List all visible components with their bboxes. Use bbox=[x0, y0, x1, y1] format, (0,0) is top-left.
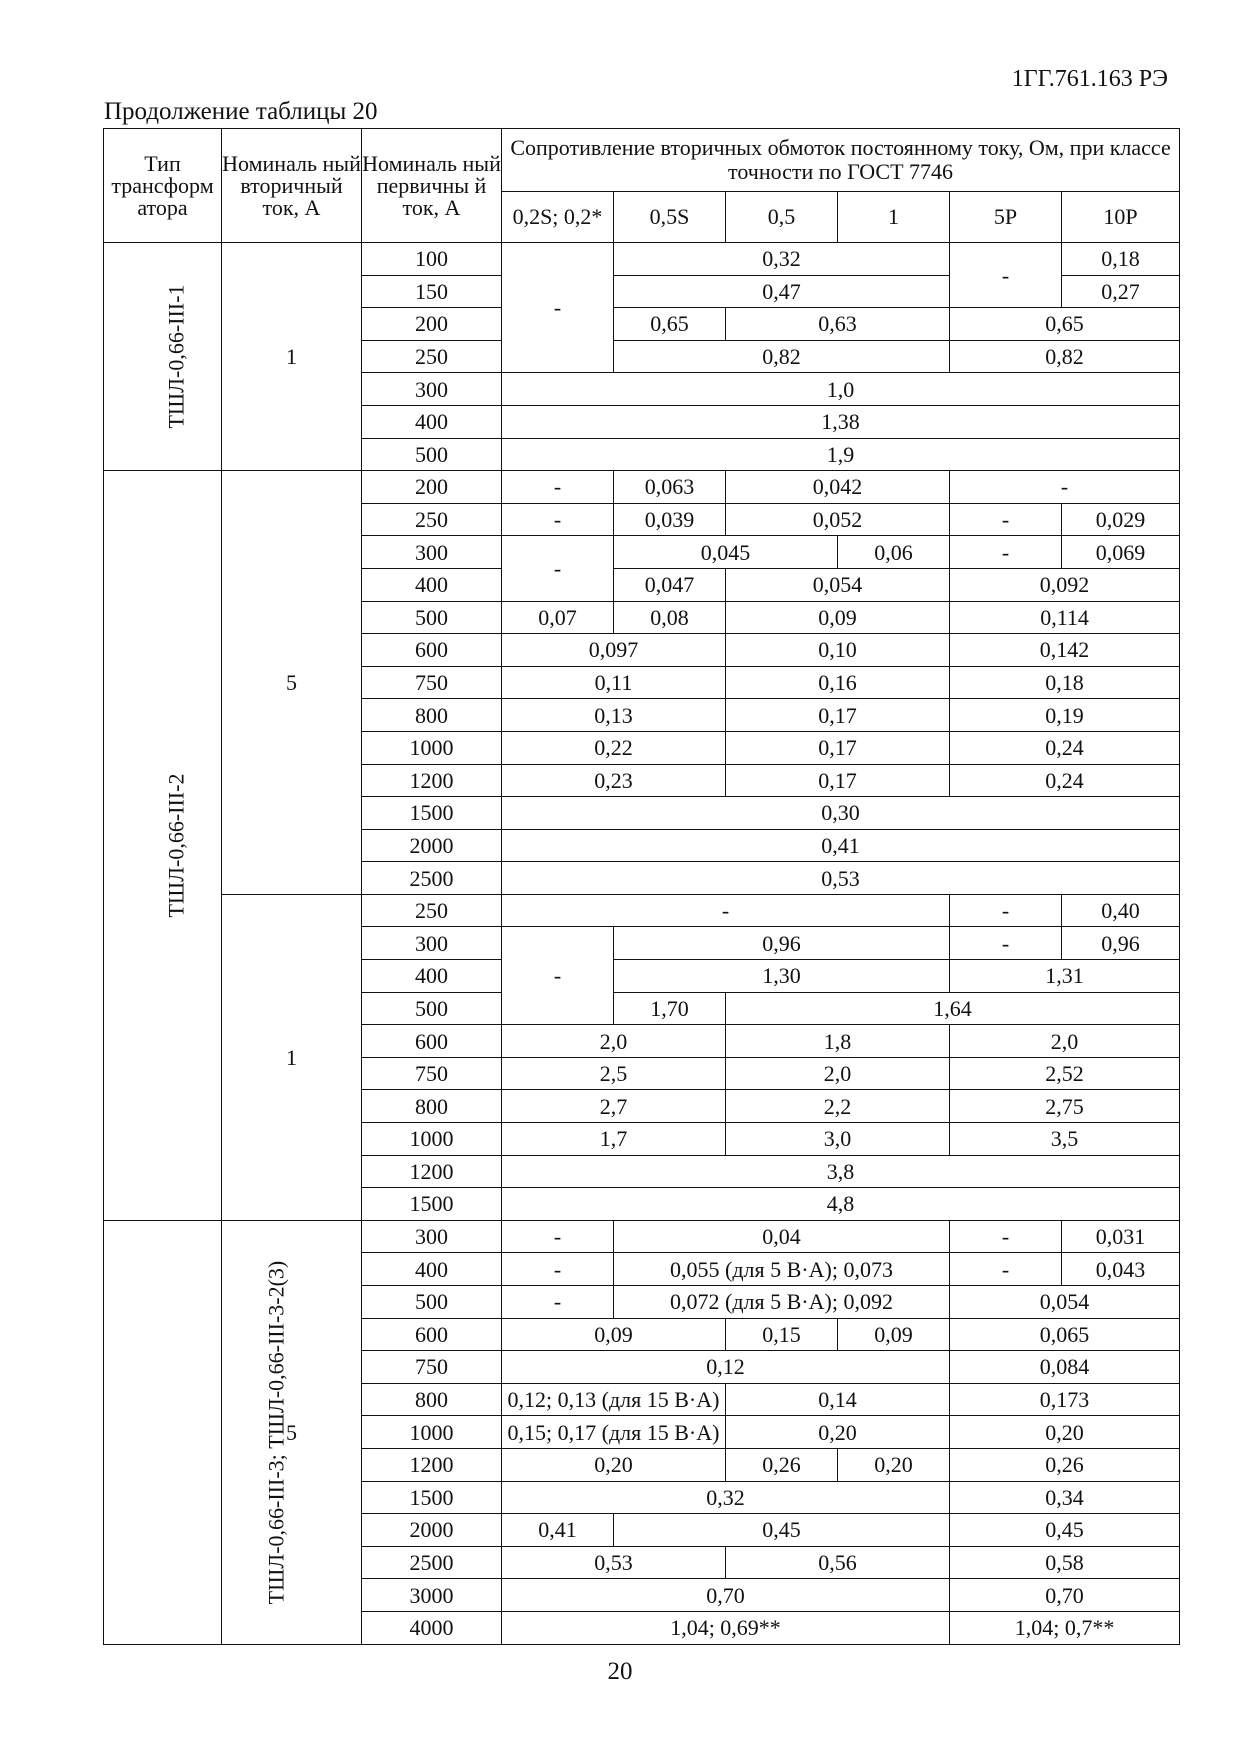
resistance-value-cell: 0,072 (для 5 В·А); 0,092 bbox=[614, 1286, 950, 1319]
primary-current-cell: 500 bbox=[362, 438, 502, 471]
secondary-current-cell: 5 bbox=[222, 1220, 362, 1644]
resistance-value-cell: 0,26 bbox=[726, 1448, 838, 1481]
primary-current-cell: 1500 bbox=[362, 797, 502, 830]
primary-current-cell: 2500 bbox=[362, 1546, 502, 1579]
primary-current-cell: 1200 bbox=[362, 764, 502, 797]
resistance-value-cell: - bbox=[950, 1220, 1062, 1253]
resistance-value-cell: 0,17 bbox=[726, 699, 950, 732]
primary-current-cell: 300 bbox=[362, 373, 502, 406]
resistance-value-cell: 1,30 bbox=[614, 960, 950, 993]
resistance-value-cell: 0,09 bbox=[838, 1318, 950, 1351]
resistance-value-cell: 0,06 bbox=[838, 536, 950, 569]
resistance-value-cell: 0,054 bbox=[726, 568, 950, 601]
header-resistance: Сопротивление вторичных обмоток постоянному току, Ом, при классе точности по ГОСТ 7746 bbox=[502, 129, 1180, 192]
resistance-value-cell: - bbox=[950, 536, 1062, 569]
primary-current-cell: 600 bbox=[362, 634, 502, 667]
primary-current-cell: 300 bbox=[362, 927, 502, 960]
resistance-value-cell: 0,045 bbox=[614, 536, 838, 569]
table-row bbox=[104, 243, 1180, 276]
resistance-value-cell: 0,22 bbox=[502, 731, 726, 764]
primary-current-cell: 300 bbox=[362, 536, 502, 569]
resistance-value-cell: 0,16 bbox=[726, 666, 950, 699]
resistance-value-cell: 0,092 bbox=[950, 568, 1180, 601]
resistance-value-cell: 0,15 bbox=[726, 1318, 838, 1351]
resistance-value-cell: - bbox=[950, 894, 1062, 927]
resistance-value-cell: 0,23 bbox=[502, 764, 726, 797]
primary-current-cell: 500 bbox=[362, 992, 502, 1025]
resistance-value-cell: 0,18 bbox=[1062, 243, 1180, 276]
primary-current-cell: 600 bbox=[362, 1318, 502, 1351]
resistance-value-cell: 0,114 bbox=[950, 601, 1180, 634]
primary-current-cell: 2000 bbox=[362, 1514, 502, 1547]
resistance-value-cell: 0,084 bbox=[950, 1351, 1180, 1384]
resistance-value-cell: 1,7 bbox=[502, 1123, 726, 1156]
resistance-value-cell: - bbox=[950, 503, 1062, 536]
resistance-value-cell: 0,40 bbox=[1062, 894, 1180, 927]
resistance-value-cell: - bbox=[950, 1253, 1062, 1286]
resistance-value-cell: 0,41 bbox=[502, 1514, 614, 1547]
transformer-type-cell bbox=[104, 471, 222, 1221]
resistance-value-cell: - bbox=[502, 1220, 614, 1253]
primary-current-cell: 750 bbox=[362, 1057, 502, 1090]
resistance-value-cell: 0,41 bbox=[502, 829, 1180, 862]
resistance-value-cell: 0,055 (для 5 В·А); 0,073 bbox=[614, 1253, 950, 1286]
transformer-type-label: ТШЛ-0,66-III-1 bbox=[163, 284, 189, 429]
resistance-value-cell: 0,53 bbox=[502, 862, 1180, 895]
primary-current-cell: 1000 bbox=[362, 731, 502, 764]
primary-current-cell: 200 bbox=[362, 471, 502, 504]
resistance-value-cell: 0,82 bbox=[614, 340, 950, 373]
primary-current-cell: 750 bbox=[362, 1351, 502, 1384]
resistance-value-cell: 3,8 bbox=[502, 1155, 1180, 1188]
resistance-value-cell: 0,031 bbox=[1062, 1220, 1180, 1253]
secondary-current-cell: 1 bbox=[222, 894, 362, 1220]
resistance-value-cell: - bbox=[950, 927, 1062, 960]
resistance-value-cell: 2,5 bbox=[502, 1057, 726, 1090]
primary-current-cell: 1200 bbox=[362, 1448, 502, 1481]
resistance-value-cell: 0,10 bbox=[726, 634, 950, 667]
table-row bbox=[104, 1220, 1180, 1253]
resistance-value-cell: 0,063 bbox=[614, 471, 726, 504]
resistance-value-cell: 0,63 bbox=[726, 308, 950, 341]
resistance-value-cell: - bbox=[950, 471, 1180, 504]
resistance-value-cell: 2,75 bbox=[950, 1090, 1180, 1123]
primary-current-cell: 2000 bbox=[362, 829, 502, 862]
resistance-value-cell: 0,53 bbox=[502, 1546, 726, 1579]
resistance-value-cell: 2,0 bbox=[950, 1025, 1180, 1058]
transformer-type-label: ТШЛ-0,66-III-3; ТШЛ-0,66-III-3-2(3) bbox=[263, 1260, 289, 1604]
resistance-value-cell: - bbox=[950, 243, 1062, 308]
header-class: 0,5S bbox=[614, 192, 726, 243]
resistance-value-cell: 0,12; 0,13 (для 15 В·А) bbox=[502, 1383, 726, 1416]
resistance-value-cell: 2,52 bbox=[950, 1057, 1180, 1090]
resistance-value-cell: 0,18 bbox=[950, 666, 1180, 699]
resistance-value-cell: 0,20 bbox=[502, 1448, 726, 1481]
resistance-value-cell: 1,04; 0,69** bbox=[502, 1611, 950, 1644]
resistance-value-cell: 3,5 bbox=[950, 1123, 1180, 1156]
resistance-value-cell: 0,17 bbox=[726, 731, 950, 764]
primary-current-cell: 4000 bbox=[362, 1611, 502, 1644]
header-secondary-current: Номиналь ный вторичный ток, А bbox=[222, 129, 362, 243]
transformer-type-cell bbox=[104, 243, 222, 471]
primary-current-cell: 250 bbox=[362, 503, 502, 536]
resistance-value-cell: 0,052 bbox=[726, 503, 950, 536]
page-number: 20 bbox=[607, 1658, 633, 1685]
resistance-value-cell: 0,047 bbox=[614, 568, 726, 601]
resistance-value-cell: 0,20 bbox=[838, 1448, 950, 1481]
resistance-value-cell: 0,054 bbox=[950, 1286, 1180, 1319]
resistance-value-cell: 0,14 bbox=[726, 1383, 950, 1416]
resistance-value-cell: - bbox=[502, 536, 614, 601]
resistance-value-cell: 1,04; 0,7** bbox=[950, 1611, 1180, 1644]
resistance-value-cell: 0,043 bbox=[1062, 1253, 1180, 1286]
resistance-value-cell: 0,65 bbox=[950, 308, 1180, 341]
resistance-value-cell: 0,17 bbox=[726, 764, 950, 797]
resistance-value-cell: 0,30 bbox=[502, 797, 1180, 830]
secondary-current-cell: 5 bbox=[222, 471, 362, 895]
resistance-value-cell: 0,142 bbox=[950, 634, 1180, 667]
resistance-value-cell: 0,039 bbox=[614, 503, 726, 536]
resistance-value-cell: 0,70 bbox=[950, 1579, 1180, 1612]
header-class: 1 bbox=[838, 192, 950, 243]
resistance-value-cell: 1,8 bbox=[726, 1025, 950, 1058]
table-caption: Продолжение таблицы 20 bbox=[104, 98, 378, 125]
resistance-value-cell: 2,0 bbox=[502, 1025, 726, 1058]
resistance-value-cell: 0,34 bbox=[950, 1481, 1180, 1514]
resistance-value-cell: 0,19 bbox=[950, 699, 1180, 732]
primary-current-cell: 400 bbox=[362, 568, 502, 601]
resistance-value-cell: 0,11 bbox=[502, 666, 726, 699]
resistance-value-cell: - bbox=[502, 1286, 614, 1319]
primary-current-cell: 800 bbox=[362, 699, 502, 732]
primary-current-cell: 200 bbox=[362, 308, 502, 341]
header-class: 10P bbox=[1062, 192, 1180, 243]
primary-current-cell: 250 bbox=[362, 340, 502, 373]
document-code: 1ГГ.761.163 РЭ bbox=[1011, 66, 1168, 92]
resistance-value-cell: - bbox=[502, 471, 614, 504]
table-row bbox=[104, 471, 1180, 504]
resistance-value-cell: 0,09 bbox=[502, 1318, 726, 1351]
resistance-value-cell: - bbox=[502, 243, 614, 373]
resistance-value-cell: 0,09 bbox=[726, 601, 950, 634]
resistance-value-cell: 0,32 bbox=[614, 243, 950, 276]
resistance-value-cell: 0,029 bbox=[1062, 503, 1180, 536]
resistance-value-cell: 0,70 bbox=[502, 1579, 950, 1612]
resistance-value-cell: 0,65 bbox=[614, 308, 726, 341]
header-class: 0,5 bbox=[726, 192, 838, 243]
resistance-value-cell: - bbox=[502, 503, 614, 536]
primary-current-cell: 1500 bbox=[362, 1188, 502, 1221]
header-class: 0,2S; 0,2* bbox=[502, 192, 614, 243]
resistance-value-cell: 0,45 bbox=[950, 1514, 1180, 1547]
table-row bbox=[104, 894, 1180, 927]
resistance-value-cell: 0,24 bbox=[950, 764, 1180, 797]
resistance-value-cell: 0,13 bbox=[502, 699, 726, 732]
resistance-value-cell: 0,27 bbox=[1062, 275, 1180, 308]
resistance-value-cell: 1,70 bbox=[614, 992, 726, 1025]
resistance-value-cell: 2,2 bbox=[726, 1090, 950, 1123]
resistance-value-cell: 0,042 bbox=[726, 471, 950, 504]
resistance-value-cell: 0,04 bbox=[614, 1220, 950, 1253]
resistance-value-cell: 0,07 bbox=[502, 601, 614, 634]
resistance-value-cell: 0,15; 0,17 (для 15 В·А) bbox=[502, 1416, 726, 1449]
resistance-value-cell: 0,12 bbox=[502, 1351, 950, 1384]
resistance-value-cell: 3,0 bbox=[726, 1123, 950, 1156]
primary-current-cell: 400 bbox=[362, 405, 502, 438]
resistance-value-cell: 0,45 bbox=[614, 1514, 950, 1547]
resistance-value-cell: 1,9 bbox=[502, 438, 1180, 471]
primary-current-cell: 800 bbox=[362, 1090, 502, 1123]
resistance-value-cell: - bbox=[502, 894, 950, 927]
primary-current-cell: 500 bbox=[362, 1286, 502, 1319]
resistance-value-cell: 2,7 bbox=[502, 1090, 726, 1123]
primary-current-cell: 1200 bbox=[362, 1155, 502, 1188]
resistance-value-cell: 1,64 bbox=[726, 992, 1180, 1025]
primary-current-cell: 1000 bbox=[362, 1416, 502, 1449]
primary-current-cell: 2500 bbox=[362, 862, 502, 895]
primary-current-cell: 600 bbox=[362, 1025, 502, 1058]
resistance-value-cell: 1,0 bbox=[502, 373, 1180, 406]
resistance-value-cell: 2,0 bbox=[726, 1057, 950, 1090]
resistance-value-cell: 1,31 bbox=[950, 960, 1180, 993]
resistance-value-cell: 0,96 bbox=[1062, 927, 1180, 960]
resistance-value-cell: 0,56 bbox=[726, 1546, 950, 1579]
resistance-value-cell: 0,097 bbox=[502, 634, 726, 667]
primary-current-cell: 750 bbox=[362, 666, 502, 699]
primary-current-cell: 300 bbox=[362, 1220, 502, 1253]
header-class: 5P bbox=[950, 192, 1062, 243]
primary-current-cell: 150 bbox=[362, 275, 502, 308]
resistance-value-cell: 0,96 bbox=[614, 927, 950, 960]
primary-current-cell: 3000 bbox=[362, 1579, 502, 1612]
resistance-value-cell: 0,24 bbox=[950, 731, 1180, 764]
resistance-value-cell: 0,173 bbox=[950, 1383, 1180, 1416]
primary-current-cell: 400 bbox=[362, 1253, 502, 1286]
primary-current-cell: 400 bbox=[362, 960, 502, 993]
transformer-type-cell bbox=[104, 1220, 289, 1644]
resistance-value-cell: 0,20 bbox=[950, 1416, 1180, 1449]
primary-current-cell: 250 bbox=[362, 894, 502, 927]
primary-current-cell: 500 bbox=[362, 601, 502, 634]
primary-current-cell: 1500 bbox=[362, 1481, 502, 1514]
resistance-value-cell: 1,38 bbox=[502, 405, 1180, 438]
resistance-value-cell: 0,069 bbox=[1062, 536, 1180, 569]
resistance-value-cell: - bbox=[502, 927, 614, 1025]
resistance-value-cell: 0,47 bbox=[614, 275, 950, 308]
secondary-current-cell: 1 bbox=[222, 243, 362, 471]
header-primary-current: Номиналь ный первичны й ток, А bbox=[362, 129, 502, 243]
resistance-value-cell: 0,26 bbox=[950, 1448, 1180, 1481]
resistance-value-cell: 0,065 bbox=[950, 1318, 1180, 1351]
resistance-value-cell: 0,20 bbox=[726, 1416, 950, 1449]
primary-current-cell: 1000 bbox=[362, 1123, 502, 1156]
resistance-value-cell: 0,82 bbox=[950, 340, 1180, 373]
primary-current-cell: 100 bbox=[362, 243, 502, 276]
resistance-table bbox=[103, 128, 1180, 1645]
resistance-value-cell: - bbox=[502, 1253, 614, 1286]
transformer-type-label: ТШЛ-0,66-III-2 bbox=[163, 773, 189, 918]
resistance-value-cell: 0,32 bbox=[502, 1481, 950, 1514]
primary-current-cell: 800 bbox=[362, 1383, 502, 1416]
resistance-value-cell: 4,8 bbox=[502, 1188, 1180, 1221]
resistance-value-cell: 0,58 bbox=[950, 1546, 1180, 1579]
header-type: Тип трансформ атора bbox=[104, 129, 222, 243]
resistance-value-cell: 0,08 bbox=[614, 601, 726, 634]
